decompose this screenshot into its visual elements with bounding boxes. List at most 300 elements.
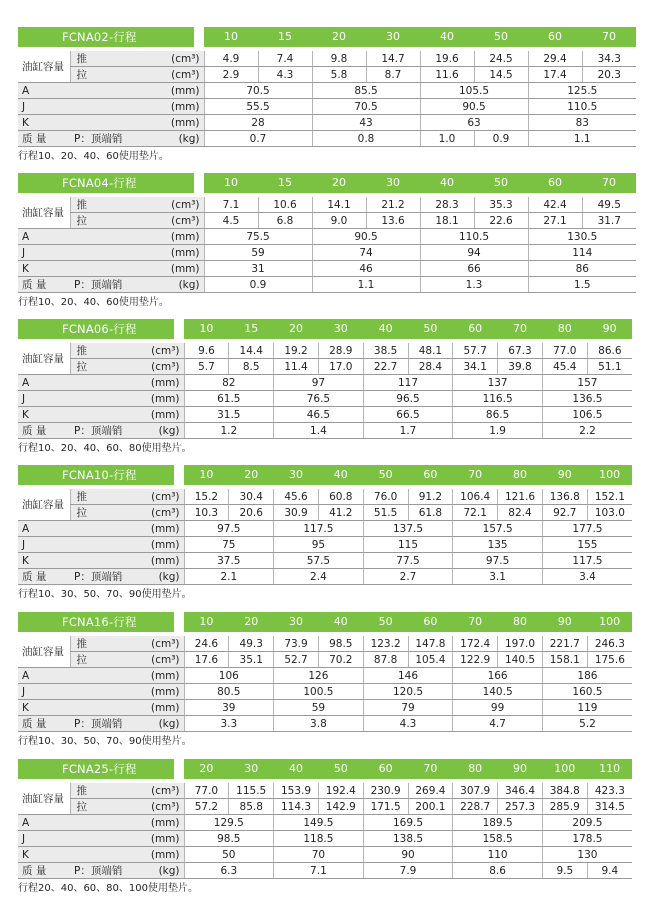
dim-j-value: 80.5 [184,684,274,700]
mass-value: 3.4 [542,569,632,585]
push-value: 4.9 [204,51,258,67]
dim-k-label: K [18,847,128,863]
dim-k-label: K [18,407,128,423]
push-value: 73.9 [274,636,319,652]
volume-label: 油缸容量 [18,343,70,375]
push-value: 30.4 [229,489,274,505]
mm-unit: (mm) [128,553,184,569]
mass-value: 1.7 [363,423,453,439]
stroke-header: 30 [366,27,420,47]
mm-unit: (mm) [128,99,204,115]
mass-value: 1.3 [420,277,528,293]
push-value: 19.6 [420,51,474,67]
dim-k-value: 50 [184,847,274,863]
stroke-header: 60 [453,319,498,339]
mass-value: 2.7 [363,569,453,585]
push-value: 34.3 [582,51,636,67]
stroke-header: 70 [453,465,498,485]
push-value: 14.7 [366,51,420,67]
dim-j-value: 115 [363,537,453,553]
mass-sub-label: P：顶端销 [70,863,128,879]
mm-unit: (mm) [128,847,184,863]
stroke-header: 70 [582,27,636,47]
usage-note: 行程10、30、50、70、90使用垫片。 [18,589,192,600]
vol-unit: (cm³) [128,652,184,668]
push-value: 77.0 [184,783,229,799]
push-label: 推 [70,51,128,67]
mass-value: 4.3 [363,716,453,732]
dim-a-value: 70.5 [204,83,312,99]
mass-value: 2.2 [542,423,632,439]
dim-a-label: A [18,229,128,245]
usage-note: 行程20、40、60、80、100使用垫片。 [18,883,198,894]
dim-a-value: 186 [542,668,632,684]
pull-value: 20.3 [582,67,636,83]
push-value: 14.4 [229,343,274,359]
dim-j-value: 155 [542,537,632,553]
push-value: 48.1 [408,343,453,359]
pull-value: 314.5 [587,799,632,815]
stroke-header: 50 [474,27,528,47]
spec-table-fcna04 [18,173,632,293]
push-value: 7.4 [258,51,312,67]
dim-j-label: J [18,391,128,407]
dim-a-value: 129.5 [184,815,274,831]
dim-a-value: 137.5 [363,521,453,537]
dim-j-value: 140.5 [453,684,543,700]
stroke-header: 20 [312,27,366,47]
dim-j-label: J [18,245,128,261]
dim-a-value: 146 [363,668,453,684]
dim-j-label: J [18,831,128,847]
stroke-header: 15 [258,27,312,47]
vol-unit: (cm³) [128,799,184,815]
usage-note: 行程10、20、40、60使用垫片。 [18,297,169,308]
push-value: 35.3 [474,197,528,213]
mass-value: 0.7 [204,131,312,147]
vol-unit: (cm³) [128,197,204,213]
dim-k-value: 79 [363,700,453,716]
pull-value: 8.5 [229,359,274,375]
stroke-header: 100 [587,612,632,632]
pull-value: 285.9 [542,799,587,815]
kg-unit: (kg) [128,423,184,439]
dim-a-label: A [18,83,128,99]
dim-j-value: 94 [420,245,528,261]
push-value: 42.4 [528,197,582,213]
dim-k-label: K [18,700,128,716]
pull-value: 228.7 [453,799,498,815]
stroke-header: 20 [229,465,274,485]
pull-value: 17.4 [528,67,582,83]
dim-a-value: 130.5 [528,229,636,245]
push-value: 384.8 [542,783,587,799]
dim-j-value: 135 [453,537,543,553]
vol-unit: (cm³) [128,783,184,799]
stroke-header: 110 [587,759,632,779]
mass-value: 7.9 [363,863,453,879]
dim-a-label: A [18,375,128,391]
mm-unit: (mm) [128,668,184,684]
dim-k-value: 31 [204,261,312,277]
push-value: 49.5 [582,197,636,213]
mass-value: 0.9 [204,277,312,293]
pull-value: 51.5 [363,505,408,521]
push-value: 9.8 [312,51,366,67]
usage-note: 行程10、30、50、70、90使用垫片。 [18,736,192,747]
pull-value: 6.8 [258,213,312,229]
stroke-header: 30 [318,319,363,339]
dim-k-value: 59 [274,700,364,716]
stroke-header: 50 [408,319,453,339]
mm-unit: (mm) [128,375,184,391]
mass-label: 质 量 [18,131,70,147]
dim-k-value: 99 [453,700,543,716]
push-value: 98.5 [318,636,363,652]
push-value: 123.2 [363,636,408,652]
pull-value: 10.3 [184,505,229,521]
push-value: 307.9 [453,783,498,799]
dim-j-value: 75 [184,537,274,553]
dim-a-value: 149.5 [274,815,364,831]
push-value: 346.4 [498,783,543,799]
stroke-header: 40 [420,173,474,193]
table-title: FCNA25-行程 [18,759,174,779]
dim-k-value: 90 [363,847,453,863]
push-value: 38.5 [363,343,408,359]
dim-j-value: 59 [204,245,312,261]
mm-unit: (mm) [128,537,184,553]
pull-value: 39.8 [498,359,543,375]
stroke-header: 60 [528,27,582,47]
mass-value: 1.2 [184,423,274,439]
vol-unit: (cm³) [128,505,184,521]
push-value: 86.6 [587,343,632,359]
mm-unit: (mm) [128,815,184,831]
dim-j-value: 110.5 [528,99,636,115]
push-value: 106.4 [453,489,498,505]
pull-value: 27.1 [528,213,582,229]
mass-value: 9.5 [542,863,587,879]
mass-value: 5.2 [542,716,632,732]
dim-a-label: A [18,668,128,684]
mass-value: 3.8 [274,716,364,732]
mass-value: 7.1 [274,863,364,879]
pull-value: 13.6 [366,213,420,229]
dim-j-value: 136.5 [542,391,632,407]
mm-unit: (mm) [128,391,184,407]
stroke-header: 20 [312,173,366,193]
dim-a-value: 85.5 [312,83,420,99]
stroke-header: 20 [184,759,229,779]
dim-a-value: 117 [363,375,453,391]
dim-a-value: 177.5 [542,521,632,537]
dim-a-label: A [18,521,128,537]
dim-k-value: 70 [274,847,364,863]
stroke-header: 40 [420,27,474,47]
pull-value: 61.8 [408,505,453,521]
dim-a-value: 90.5 [312,229,420,245]
push-value: 9.6 [184,343,229,359]
push-value: 136.8 [542,489,587,505]
vol-unit: (cm³) [128,67,204,83]
pull-value: 257.3 [498,799,543,815]
dim-j-value: 55.5 [204,99,312,115]
dim-a-value: 137 [453,375,543,391]
kg-unit: (kg) [128,863,184,879]
dim-k-value: 37.5 [184,553,274,569]
mm-unit: (mm) [128,229,204,245]
push-value: 67.3 [498,343,543,359]
push-value: 15.2 [184,489,229,505]
dim-j-value: 116.5 [453,391,543,407]
mm-unit: (mm) [128,407,184,423]
stroke-header: 80 [453,759,498,779]
push-value: 77.0 [542,343,587,359]
pull-value: 22.7 [363,359,408,375]
push-value: 7.1 [204,197,258,213]
push-value: 14.1 [312,197,366,213]
pull-value: 200.1 [408,799,453,815]
push-value: 21.2 [366,197,420,213]
mass-value: 1.4 [274,423,364,439]
stroke-header: 20 [274,319,319,339]
usage-note: 行程10、20、40、60使用垫片。 [18,151,169,162]
dim-k-value: 83 [528,115,636,131]
pull-value: 122.9 [453,652,498,668]
push-value: 10.6 [258,197,312,213]
table-title: FCNA06-行程 [18,319,174,339]
dim-k-value: 66 [420,261,528,277]
dim-j-value: 61.5 [184,391,274,407]
pull-value: 8.7 [366,67,420,83]
mass-value: 8.6 [453,863,543,879]
dim-k-label: K [18,115,128,131]
dim-j-value: 70.5 [312,99,420,115]
push-value: 76.0 [363,489,408,505]
push-value: 28.9 [318,343,363,359]
dim-a-value: 209.5 [542,815,632,831]
mass-value: 1.0 [420,131,474,147]
push-label: 推 [70,489,128,505]
stroke-header: 10 [204,173,258,193]
pull-value: 87.8 [363,652,408,668]
dim-k-value: 57.5 [274,553,364,569]
stroke-header: 40 [274,759,319,779]
pull-label: 拉 [70,799,128,815]
pull-value: 142.9 [318,799,363,815]
pull-value: 175.6 [587,652,632,668]
stroke-header: 80 [498,465,543,485]
stroke-header: 30 [274,612,319,632]
pull-value: 2.9 [204,67,258,83]
volume-label: 油缸容量 [18,489,70,521]
dim-k-value: 43 [312,115,420,131]
mass-value: 3.1 [453,569,543,585]
pull-label: 拉 [70,213,128,229]
mm-unit: (mm) [128,115,204,131]
pull-label: 拉 [70,67,128,83]
pull-value: 72.1 [453,505,498,521]
dim-a-value: 169.5 [363,815,453,831]
push-value: 28.3 [420,197,474,213]
pull-value: 140.5 [498,652,543,668]
vol-unit: (cm³) [128,636,184,652]
dim-a-value: 125.5 [528,83,636,99]
mass-value: 2.4 [274,569,364,585]
mass-value: 1.5 [528,277,636,293]
dim-k-value: 119 [542,700,632,716]
pull-value: 57.2 [184,799,229,815]
push-value: 269.4 [408,783,453,799]
push-value: 172.4 [453,636,498,652]
mass-value: 9.4 [587,863,632,879]
stroke-header: 50 [474,173,528,193]
dim-a-value: 166 [453,668,543,684]
stroke-header: 60 [408,612,453,632]
dim-k-value: 86.5 [453,407,543,423]
dim-a-value: 126 [274,668,364,684]
kg-unit: (kg) [128,131,204,147]
dim-k-value: 46.5 [274,407,364,423]
stroke-header: 10 [204,27,258,47]
push-value: 152.1 [587,489,632,505]
vol-unit: (cm³) [128,489,184,505]
stroke-header: 90 [542,612,587,632]
mm-unit: (mm) [128,245,204,261]
pull-value: 31.7 [582,213,636,229]
vol-unit: (cm³) [128,343,184,359]
pull-value: 34.1 [453,359,498,375]
pull-value: 103.0 [587,505,632,521]
pull-value: 17.6 [184,652,229,668]
dim-k-value: 46 [312,261,420,277]
stroke-header: 80 [542,319,587,339]
push-value: 423.3 [587,783,632,799]
push-value: 221.7 [542,636,587,652]
dim-j-value: 178.5 [542,831,632,847]
dim-k-value: 63 [420,115,528,131]
dim-j-label: J [18,537,128,553]
stroke-header: 40 [318,465,363,485]
dim-j-value: 96.5 [363,391,453,407]
pull-value: 114.3 [274,799,319,815]
dim-a-value: 97.5 [184,521,274,537]
stroke-header: 30 [274,465,319,485]
vol-unit: (cm³) [128,51,204,67]
dim-j-value: 158.5 [453,831,543,847]
pull-value: 92.7 [542,505,587,521]
mass-label: 质 量 [18,863,70,879]
stroke-header: 30 [229,759,274,779]
dim-a-value: 157 [542,375,632,391]
dim-k-value: 130 [542,847,632,863]
stroke-header: 15 [229,319,274,339]
mm-unit: (mm) [128,521,184,537]
stroke-header: 10 [184,319,229,339]
mass-sub-label: P：顶端销 [70,423,128,439]
stroke-header: 90 [587,319,632,339]
table-title: FCNA04-行程 [18,173,194,193]
pull-value: 51.1 [587,359,632,375]
dim-j-label: J [18,684,128,700]
push-value: 19.2 [274,343,319,359]
stroke-header: 70 [408,759,453,779]
mass-value: 1.9 [453,423,543,439]
push-value: 115.5 [229,783,274,799]
stroke-header: 90 [542,465,587,485]
dim-j-value: 76.5 [274,391,364,407]
pull-value: 5.7 [184,359,229,375]
push-value: 246.3 [587,636,632,652]
mass-label: 质 量 [18,569,70,585]
volume-label: 油缸容量 [18,197,70,229]
pull-value: 158.1 [542,652,587,668]
stroke-header: 40 [363,319,408,339]
dim-a-label: A [18,815,128,831]
dim-k-value: 106.5 [542,407,632,423]
pull-value: 171.5 [363,799,408,815]
push-value: 121.6 [498,489,543,505]
stroke-header: 70 [582,173,636,193]
mass-sub-label: P：顶端销 [70,569,128,585]
spec-table-fcna06 [18,319,632,439]
stroke-header: 80 [498,612,543,632]
dim-j-value: 100.5 [274,684,364,700]
dim-a-value: 75.5 [204,229,312,245]
dim-a-value: 97 [274,375,364,391]
dim-k-value: 28 [204,115,312,131]
pull-value: 11.6 [420,67,474,83]
mass-value: 2.1 [184,569,274,585]
push-value: 24.6 [184,636,229,652]
kg-unit: (kg) [128,277,204,293]
mm-unit: (mm) [128,261,204,277]
dim-j-value: 138.5 [363,831,453,847]
dim-j-value: 118.5 [274,831,364,847]
dim-k-value: 66.5 [363,407,453,423]
dim-k-value: 39 [184,700,274,716]
mass-sub-label: P：顶端销 [70,131,128,147]
stroke-header: 60 [408,465,453,485]
pull-value: 18.1 [420,213,474,229]
push-label: 推 [70,197,128,213]
push-value: 230.9 [363,783,408,799]
stroke-header: 60 [528,173,582,193]
dim-a-value: 157.5 [453,521,543,537]
pull-value: 14.5 [474,67,528,83]
mm-unit: (mm) [128,83,204,99]
dim-j-value: 98.5 [184,831,274,847]
push-value: 57.7 [453,343,498,359]
push-value: 60.8 [318,489,363,505]
dim-j-value: 90.5 [420,99,528,115]
dim-j-label: J [18,99,128,115]
stroke-header: 10 [184,612,229,632]
pull-value: 85.8 [229,799,274,815]
push-value: 29.4 [528,51,582,67]
pull-label: 拉 [70,652,128,668]
volume-label: 油缸容量 [18,783,70,815]
spec-table-fcna16 [18,612,632,732]
pull-value: 82.4 [498,505,543,521]
table-title: FCNA16-行程 [18,612,174,632]
spec-table-fcna10 [18,465,632,585]
pull-value: 30.9 [274,505,319,521]
mass-value: 0.8 [312,131,420,147]
push-value: 91.2 [408,489,453,505]
pull-value: 70.2 [318,652,363,668]
